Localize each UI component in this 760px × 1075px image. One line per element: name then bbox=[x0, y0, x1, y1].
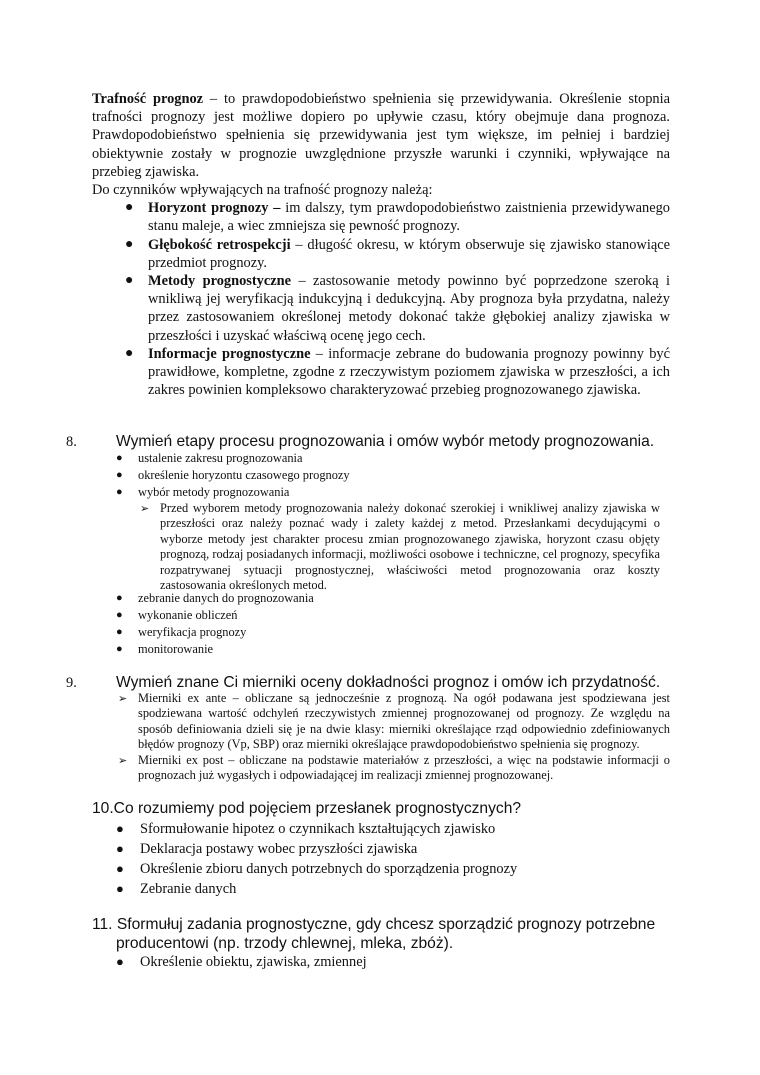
list-item: ● Sformułowanie hipotez o czynnikach kształtujących zjawisko bbox=[116, 821, 496, 837]
question-9-title: Wymień znane Ci mierniki oceny dokładności prognoz i omów ich przydatność. bbox=[116, 674, 661, 691]
term-trafnosc: Trafność prognoz bbox=[92, 91, 204, 107]
bullet-icon: ● bbox=[116, 861, 124, 876]
list-item: ● ustalenie zakresu prognozowania bbox=[116, 451, 303, 465]
q11-list bbox=[116, 952, 676, 972]
bullet-icon: ● bbox=[116, 469, 123, 481]
q8-method-selection-text: Przed wyborem metody prognozowania należy dokonać szerokiej i wnikliwej analizy zjawiska w przeszłości oraz należy poznać wady i zalety każdej z metod. Przesłankami decydującymi o wyborze metody jest charakter procesu zmian prognozowanego zjawiska, horyzont czasu objęty prognozą, rodzaj posiadanych informacji, możliwości osobowe i techniczne, cel prognozy, specyfika rozpatrywanej sytuacji prognostycznej, właściwości metod prognozowania oraz koszty zastosowania określonych metod. bbox=[160, 501, 660, 593]
bullet-icon: ● bbox=[116, 609, 123, 621]
list-item: ● wybór metody prognozowania bbox=[116, 485, 290, 499]
question-number: 8. bbox=[66, 434, 77, 450]
paragraph-trafnosc: Trafność prognoz – to prawdopodobieństwo spełnienia się przewidywania. Określenie stopnia trafności prognozy jest możliwe dopiero po upływie czasu, który obejmuje dana prognoza. Prawdopodobieństwo spełnienia się przewidywania jest tym większe, im pełniej i bardziej obiektywnie zostały w prognozie uwzględnione przyszłe warunki i czynniki, wpływające na przebieg zjawiska. bbox=[92, 91, 670, 180]
list-item: ● Informacje prognostyczne – informacje zebrane do budowania prognozy powinny być prawidłowe, kompletne, zgodne z rzeczywistym poziomem zjawiska w przeszłości, a ich zakres powinien kompleksowo charakteryzować przebieg prognozowanego zjawiska. bbox=[125, 345, 670, 399]
arrow-bullet-icon: ➢ bbox=[118, 755, 128, 767]
q8-steps-list-b bbox=[116, 591, 676, 659]
q10-list bbox=[116, 819, 676, 899]
arrow-bullet-icon: ➢ bbox=[118, 693, 128, 705]
bullet-icon: ● bbox=[116, 626, 123, 638]
list-item: ● Zebranie danych bbox=[116, 881, 237, 897]
list-item: ● Deklaracja postawy wobec przyszłości zjawiska bbox=[116, 841, 418, 857]
list-item: ● Określenie obiektu, zjawiska, zmiennej bbox=[116, 954, 367, 970]
bullet-icon: ● bbox=[116, 821, 124, 836]
paragraph-czynniki: Do czynników wpływających na trafność prognozy należą: bbox=[92, 182, 433, 199]
list-item: ● określenie horyzontu czasowego prognozy bbox=[116, 468, 350, 482]
list-item: ● Horyzont prognozy – im dalszy, tym prawdopodobieństwo zaistnienia przewidywanego stanu maleje, a wiec zmniejsza się pewność prognozy. bbox=[125, 200, 670, 235]
bullet-icon: ● bbox=[116, 486, 123, 498]
list-item: ● wykonanie obliczeń bbox=[116, 608, 238, 622]
list-item: ● Głębokość retrospekcji – długość okresu, w którym obserwuje się zjawisko stanowiące przedmiot prognozy. bbox=[125, 236, 670, 271]
list-item: ● zebranie danych do prognozowania bbox=[116, 591, 314, 605]
list-item: ● Określenie zbioru danych potrzebnych do sporządzenia prognozy bbox=[116, 861, 518, 877]
question-8-title: Wymień etapy procesu prognozowania i omów wybór metody prognozowania. bbox=[116, 433, 655, 450]
bullet-icon: ● bbox=[116, 643, 123, 655]
list-item: ● weryfikacja prognozy bbox=[116, 625, 247, 639]
q9-ex-ante-text: Mierniki ex ante – obliczane są jednocześnie z prognozą. Na ogół podawana jest spodziewana jest spodziewana wartość odchyleń rzeczywistych zmiennej prognozowanej od prognozy. Ze względu na sposób definiowania dzieli się je na dwie klasy: mierniki określające rząd odpowiednio zdefiniowanych błędów prognozy (Vp, SBP) oraz mierniki określające prawdopodobieństwo spełnienia się prognozy. bbox=[138, 691, 670, 752]
arrow-bullet-icon: ➢ bbox=[140, 503, 150, 515]
q9-ex-post-text: Mierniki ex post – obliczane na podstawie materiałów z przeszłości, a więc na podstawie informacji o prognozach już wygasłych i odpowiadającej im realizacji zmiennej prognozowanej. bbox=[138, 753, 670, 783]
list-item: ● Metody prognostyczne – zastosowanie metody powinno być poprzedzone szeroką i wnikliwą jej weryfikacją indukcyjną i dedukcyjną. Aby prognoza była przydatna, należy przez zastosowaniem określonej metody dokonać także głębokiej analizy zjawiska w przeszłości i uzyskać właściwą ocenę jego cech. bbox=[125, 273, 670, 344]
bullet-icon: ● bbox=[116, 841, 124, 856]
bullet-icon: ● bbox=[125, 273, 134, 289]
bullet-icon: ● bbox=[116, 881, 124, 896]
list-item: ● monitorowanie bbox=[116, 642, 214, 656]
question-10-title: 10.Co rozumiemy pod pojęciem przesłanek prognostycznych? bbox=[92, 800, 522, 817]
q8-steps-list-a bbox=[116, 451, 676, 502]
factors-list bbox=[92, 199, 670, 399]
intro-section bbox=[92, 90, 670, 399]
bullet-icon: ● bbox=[125, 345, 134, 361]
bullet-icon: ● bbox=[125, 200, 134, 216]
bullet-icon: ● bbox=[116, 452, 123, 464]
bullet-icon: ● bbox=[125, 236, 134, 252]
bullet-icon: ● bbox=[116, 592, 123, 604]
question-number: 9. bbox=[66, 675, 77, 691]
bullet-icon: ● bbox=[116, 954, 124, 969]
question-11-title: 11. Sformułuj zadania prognostyczne, gdy chcesz sporządzić prognozy potrzebne producentowi (np. trzody chlewnej, mleka, zbóż). bbox=[92, 916, 656, 952]
